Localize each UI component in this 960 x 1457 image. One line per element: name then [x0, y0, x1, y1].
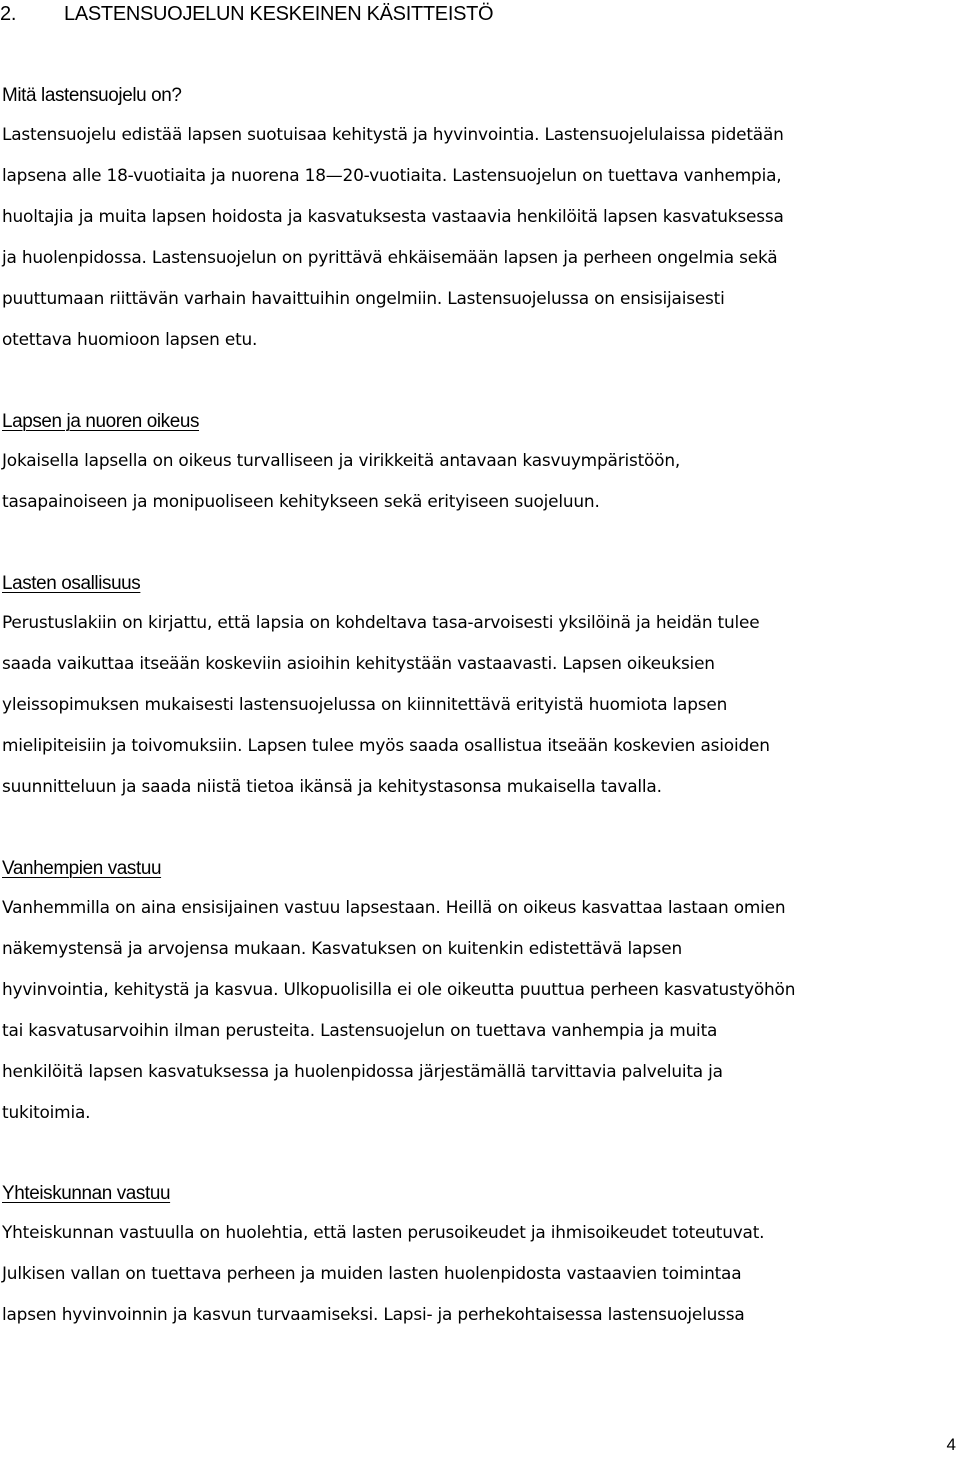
body-line: puuttumaan riittävän varhain havaittuihin ongelmiin. Lastensuojelussa on ensisijaisesti [2, 289, 725, 309]
section-heading: Lasten osallisuus [2, 573, 141, 594]
body-line: Lastensuojelu edistää lapsen suotuisaa kehitystä ja hyvinvointia. Lastensuojelulaissa pidetään [2, 125, 784, 145]
section-body [2, 441, 960, 523]
body-line: hyvinvointia, kehitystä ja kasvua. Ulkopuolisilla ei ole oikeutta puuttua perheen kasvatustyöhön [2, 980, 796, 1000]
body-line: tukitoimia. [2, 1103, 91, 1123]
body-line: otettava huomioon lapsen etu. [2, 330, 258, 350]
body-line: suunnitteluun ja saada niistä tietoa ikänsä ja kehitystasonsa mukaisella tavalla. [2, 777, 662, 797]
chapter-title [0, 1, 493, 27]
section-body [2, 115, 960, 361]
section-heading: Mitä lastensuojelu on? [2, 85, 182, 106]
body-line: mielipiteisiin ja toivomuksiin. Lapsen tulee myös saada osallistua itseään koskevien asioiden [2, 736, 770, 756]
body-line: näkemystensä ja arvojensa mukaan. Kasvatuksen on kuitenkin edistettävä lapsen [2, 939, 683, 959]
body-line: tai kasvatusarvoihin ilman perusteita. Lastensuojelun on tuettava vanhempia ja muita [2, 1021, 718, 1041]
body-line: huoltajia ja muita lapsen hoidosta ja kasvatuksesta vastaavia henkilöitä lapsen kasvatuksessa [2, 207, 784, 227]
section-heading: Vanhempien vastuu [2, 858, 162, 879]
body-line: lapsena alle 18-vuotiaita ja nuorena 18—20-vuotiaita. Lastensuojelun on tuettava vanhempia, [2, 166, 782, 186]
section-society-responsibility [2, 1182, 960, 1336]
section-heading: Lapsen ja nuoren oikeus [2, 411, 200, 432]
body-line: Jokaisella lapsella on oikeus turvalliseen ja virikkeitä antavaan kasvuympäristöön, [2, 451, 681, 471]
body-line: henkilöitä lapsen kasvatuksessa ja huolenpidossa järjestämällä tarvittavia palveluita ja [2, 1062, 723, 1082]
body-line: Yhteiskunnan vastuulla on huolehtia, että lasten perusoikeudet ja ihmisoikeudet toteutuvat. [2, 1223, 765, 1243]
body-line: tasapainoiseen ja monipuoliseen kehitykseen sekä erityiseen suojeluun. [2, 492, 600, 512]
section-body [2, 888, 960, 1134]
section-body [2, 603, 960, 808]
page-number: 4 [946, 1435, 956, 1454]
body-line: saada vaikuttaa itseään koskeviin asioihin kehitystään vastaavasti. Lapsen oikeuksien [2, 654, 715, 674]
section-child-rights [2, 410, 960, 523]
body-line: lapsen hyvinvoinnin ja kasvun turvaamiseksi. Lapsi- ja perhekohtaisessa lastensuojelussa [2, 1305, 745, 1325]
chapter-title-text: LASTENSUOJELUN KESKEINEN KÄSITTEISTÖ [64, 3, 494, 25]
section-child-participation [2, 572, 960, 808]
chapter-number: 2. [0, 3, 17, 25]
section-what-is-child-protection [2, 84, 960, 361]
body-line: Perustuslakiin on kirjattu, että lapsia on kohdeltava tasa-arvoisesti yksilöinä ja heidän tulee [2, 613, 760, 633]
body-line: Julkisen vallan on tuettava perheen ja muiden lasten huolenpidosta vastaavien toimintaa [2, 1264, 742, 1284]
body-line: ja huolenpidossa. Lastensuojelun on pyrittävä ehkäisemään lapsen ja perheen ongelmia sekä [2, 248, 778, 268]
body-line: yleissopimuksen mukaisesti lastensuojelussa on kiinnitettävä erityistä huomiota lapsen [2, 695, 728, 715]
body-line: Vanhemmilla on aina ensisijainen vastuu lapsestaan. Heillä on oikeus kasvattaa lastaan omien [2, 898, 786, 918]
section-parents-responsibility [2, 857, 960, 1134]
section-body [2, 1213, 960, 1336]
section-heading: Yhteiskunnan vastuu [2, 1183, 171, 1204]
